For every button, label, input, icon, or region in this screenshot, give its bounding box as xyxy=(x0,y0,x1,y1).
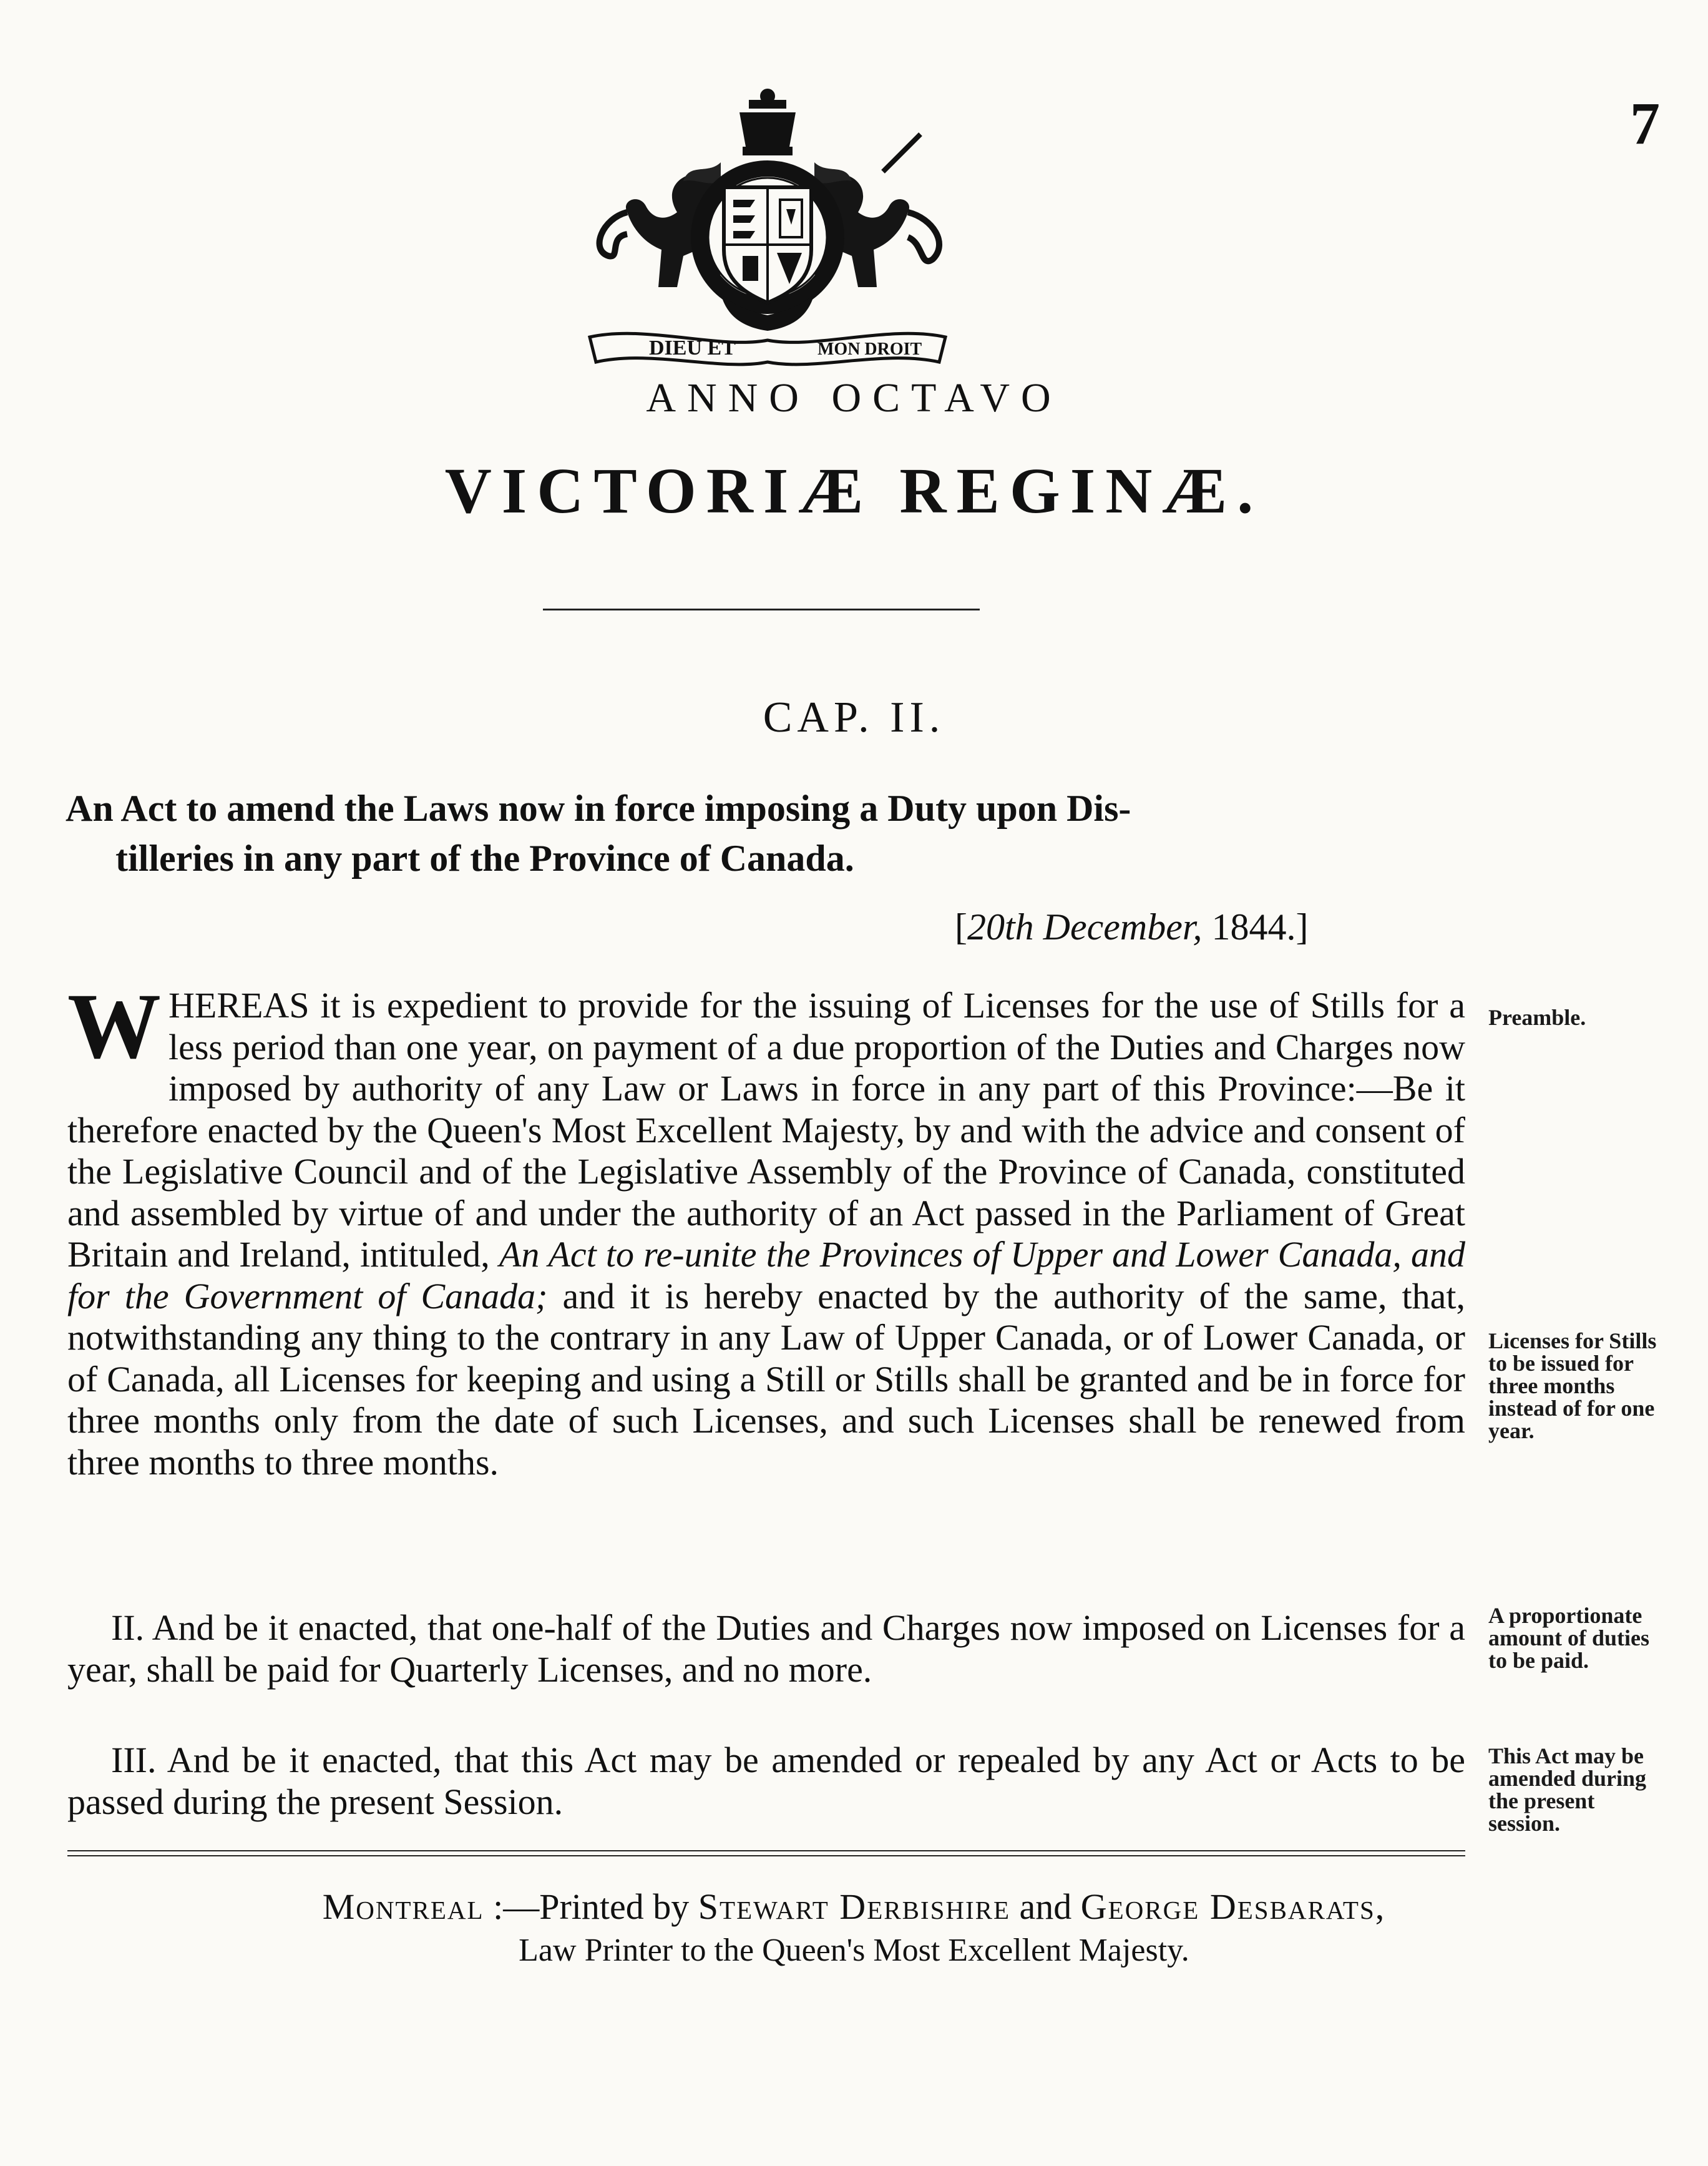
royal-coat-of-arms xyxy=(534,87,1002,368)
crest-motto-left: DIEU ET xyxy=(649,336,736,360)
imprint-printer-1: Stewart Derbishire xyxy=(698,1886,1011,1927)
imprint-city: Montreal xyxy=(322,1886,484,1927)
header-monarch: VICTORIÆ REGINÆ. xyxy=(444,455,1264,527)
imprint-printer-2: George Desbarats, xyxy=(1080,1886,1386,1927)
act-date-day: 20th December, xyxy=(967,906,1203,948)
page-number: 7 xyxy=(1630,90,1660,157)
preamble-act-citation: An Act to re-unite the Provinces of Upper and Lower Canada, and for the Government of Canada; xyxy=(67,1234,1466,1316)
section-3-text: And be it enacted, that this Act may be amended or repealed by any Act or Acts to be passed during the present Session. xyxy=(67,1740,1465,1822)
act-title xyxy=(66,783,1470,883)
act-date-year: 1844. xyxy=(1211,906,1296,948)
margin-note-preamble: Preamble. xyxy=(1488,1005,1586,1030)
act-date-close-bracket: ] xyxy=(1296,906,1309,948)
act-date-open-bracket: [ xyxy=(955,906,967,948)
header-regnal-year: ANNO OCTAVO xyxy=(646,375,1062,421)
preamble-text-a: HEREAS it is expedient to provide for the issuing of Licenses for the use of Stills for a less period than one year, on payment of a due proportion of the Duties and Charges now imposed by authority of any Law or Laws in force in any part of this Province:—Be it therefore enacted by the Queen's Most Excellent Majesty, by and with the advice and consent of the Legislative Council and of the Legislative Assembly of the Province of Canada, constituted and assembled by virtue of and under the authority of an Act passed in the Parliament of Great Britain and Ireland, intituled, xyxy=(67,985,1465,1275)
imprint-line-2: Law Printer to the Queen's Most Excellent Majesty. xyxy=(519,1933,1189,1968)
chapter-heading: CAP. II. xyxy=(763,693,945,742)
title-divider xyxy=(543,609,980,610)
section-2-number: II. xyxy=(111,1607,145,1648)
act-title-line-2: tilleries in any part of the Province of Canada. xyxy=(115,838,854,879)
margin-note-amendment: This Act may be amended during the present session. xyxy=(1488,1743,1647,1836)
section-2-paragraph xyxy=(67,1607,1465,1690)
act-date xyxy=(955,902,1454,952)
printer-imprint xyxy=(0,1885,1708,1972)
imprint-and: and xyxy=(1010,1886,1081,1927)
margin-note-licenses: Licenses for Stills to be issued for three months instead of for one year. xyxy=(1488,1328,1657,1443)
crest-motto-right: MON DROIT xyxy=(817,340,922,359)
section-3-paragraph xyxy=(67,1740,1465,1823)
margin-note-duties: A proportionate amount of duties to be paid. xyxy=(1488,1603,1650,1673)
drop-cap: W xyxy=(67,974,161,1078)
section-2-text: And be it enacted, that one-half of the Duties and Charges now imposed on Licenses for a year, shall be paid for Quarterly Licenses, and no more. xyxy=(67,1607,1465,1690)
imprint-separator: :—Printed by xyxy=(484,1886,698,1927)
preamble-text-b: and it is hereby enacted by the authority of the same, that, notwithstanding any thing to the contrary in any Law of Upper Canada, or of Lower Canada, or of Canada, all Licenses for keeping and using a Still or Stills shall be granted and be in force for three months only from the date of such Licenses, and such Licenses shall be renewed from three months to three months. xyxy=(67,1275,1466,1482)
act-title-line-1: An Act to amend the Laws now in force imposing a Duty upon Dis- xyxy=(66,788,1131,829)
section-3-number: III. xyxy=(111,1740,157,1780)
footer-double-rule xyxy=(67,1850,1465,1856)
preamble-paragraph xyxy=(67,974,1466,1483)
